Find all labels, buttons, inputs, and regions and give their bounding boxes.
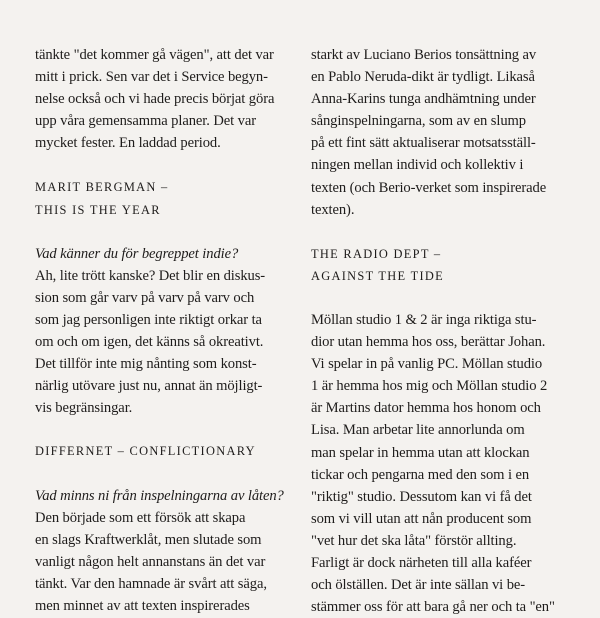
- section-heading-marit-bergman: [35, 176, 287, 220]
- left-column: [35, 44, 287, 617]
- text-line: vis begränsingar.: [35, 400, 133, 417]
- text-line: Ah, lite trött kanske? Det blir en diskus-: [35, 267, 266, 284]
- text-line: och ölställen. Det är inte sällan vi be-: [311, 577, 526, 594]
- text-line: man spelar in hemma utan att klockan: [311, 444, 530, 461]
- text-line: men minnet av att texten inspirerades: [35, 597, 250, 614]
- text-line: texten).: [311, 201, 355, 218]
- text-line: stämmer oss för att bara gå ner och ta "en": [311, 599, 555, 616]
- heading-line: THE RADIO DEPT –: [311, 246, 442, 261]
- text-line: sion som går varv på varv på varv och: [35, 289, 255, 306]
- heading-line: AGAINST THE TIDE: [311, 268, 444, 283]
- text-line: Farligt är dock närheten till alla kaféer: [311, 554, 532, 571]
- text-line: tänkte "det kommer gå vägen", att det var: [35, 47, 274, 63]
- text-line: mitt i prick. Sen var det i Service begyn-: [35, 69, 268, 86]
- interview-question: Vad känner du för begreppet indie?: [35, 245, 239, 262]
- text-line: på ett fint sätt aktualiserar motsatsställ-: [311, 135, 536, 152]
- text-line: Den började som ett försök att skapa: [35, 509, 246, 526]
- text-line: en Pablo Neruda-dikt är tydligt. Likaså: [311, 69, 535, 86]
- section-heading-radio-dept: [311, 243, 563, 287]
- text-line: Vi spelar in på vanlig PC. Möllan studio: [311, 356, 543, 373]
- text-line: är Martins dator hemma hos honom och: [311, 400, 541, 417]
- text-line: nelse också och vi hade precis börjat göra: [35, 91, 275, 108]
- text-line: tänkt. Var den hamnade är svårt att säga,: [35, 575, 267, 592]
- text-line: Anna-Karins tunga andhämtning under: [311, 91, 536, 108]
- text-line: "riktig" studio. Dessutom kan vi få det: [311, 488, 532, 505]
- text-line: ningen mellan individ och kollektiv i: [311, 157, 524, 174]
- text-line: tickar och pengarna med den som i en: [311, 466, 530, 483]
- answer-paragraph: [311, 309, 563, 618]
- heading-line: DIFFERNET – CONFLICTIONARY: [35, 444, 256, 459]
- text-line: dior utan hemma hos oss, berättar Johan.: [311, 334, 546, 351]
- text-line: sånginspelningarna, som av en slump: [311, 113, 526, 130]
- text-line: texten (och Berio-verket som inspirerade: [311, 179, 547, 196]
- heading-line: THIS IS THE YEAR: [35, 202, 161, 217]
- text-line: om och om igen, det känns så okreativt.: [35, 334, 264, 351]
- text-line: Lisa. Man arbetar lite annorlunda om: [311, 422, 525, 439]
- text-line: vanligt någon helt annanstans än det var: [35, 553, 266, 570]
- text-line: "vet hur det ska låta" förstör allting.: [311, 532, 517, 549]
- text-line: närlig utövare just nu, annat än möjligt-: [35, 378, 263, 395]
- answer-paragraph: [35, 265, 287, 420]
- text-line: Det tillför inte mig nånting som konst-: [35, 356, 257, 373]
- text-line: som vi vill utan att nån producent som: [311, 510, 532, 527]
- text-line: som jag personligen inte riktigt orkar ta: [35, 311, 262, 328]
- intro-paragraph: [311, 44, 563, 221]
- section-heading-differnet: [35, 440, 287, 462]
- heading-line: MARIT BERGMAN –: [35, 180, 169, 195]
- text-line: starkt av Luciano Berios tonsättning av: [311, 47, 537, 63]
- interview-question: Vad minns ni från inspelningarna av låten?: [35, 487, 284, 504]
- text-line: Möllan studio 1 & 2 är inga riktiga stu-: [311, 311, 537, 328]
- text-line: 1 är hemma hos mig och Möllan studio 2: [311, 378, 548, 395]
- text-line: mycket fester. En laddad period.: [35, 135, 221, 152]
- answer-paragraph: [35, 507, 287, 617]
- text-line: en slags Kraftwerklåt, men slutade som: [35, 531, 262, 548]
- text-line: upp våra gemensamma planer. Det var: [35, 113, 256, 130]
- intro-paragraph: [35, 44, 287, 154]
- right-column: [311, 44, 563, 618]
